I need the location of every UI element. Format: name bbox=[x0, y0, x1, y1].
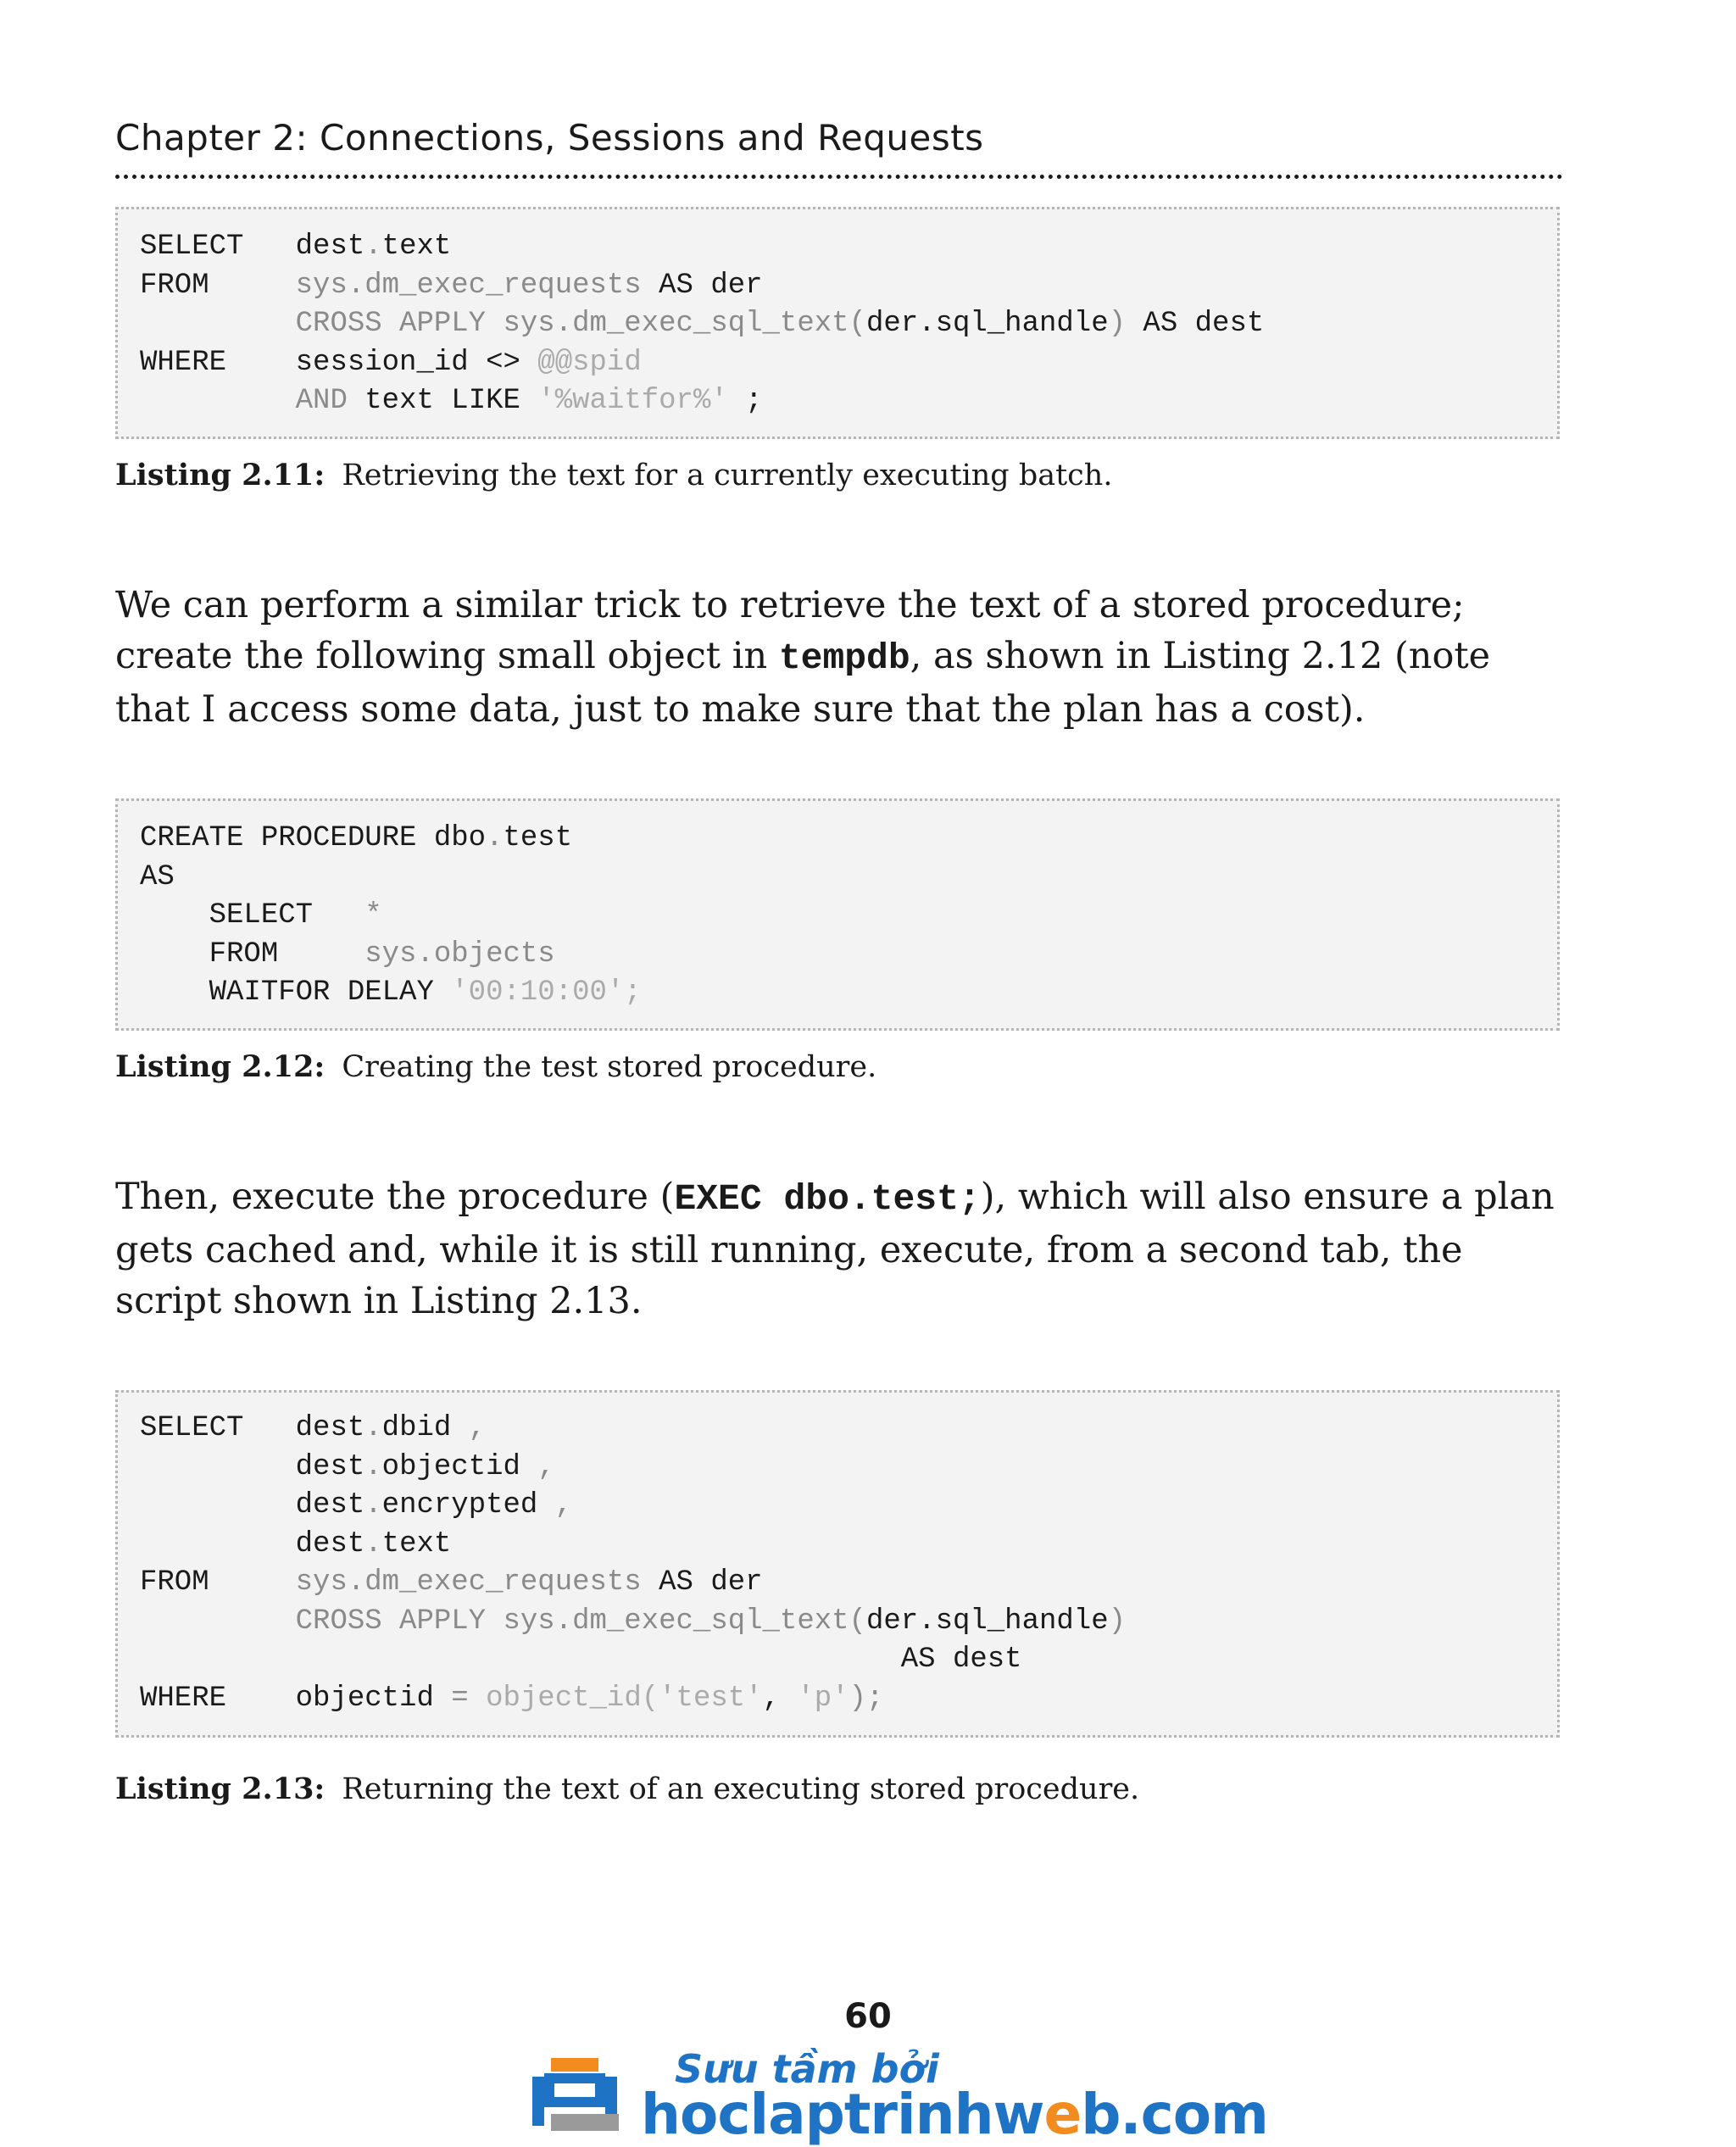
code-token: SELECT bbox=[140, 231, 296, 263]
code-token: AS bbox=[1143, 308, 1195, 340]
code-token: . bbox=[364, 1527, 382, 1560]
code-token: = bbox=[451, 1682, 487, 1715]
code-token: ) bbox=[1108, 308, 1143, 340]
caption-listing-2-11 bbox=[115, 458, 1112, 492]
caption-label: Listing 2.12: bbox=[115, 1049, 326, 1084]
code-token: sys.objects bbox=[364, 937, 555, 971]
code-token: dest bbox=[295, 1412, 365, 1444]
code-token: <> bbox=[486, 346, 538, 379]
code-token: dbo bbox=[433, 822, 487, 854]
paragraph-text: Then, execute the procedure ( bbox=[115, 1176, 675, 1218]
code-token: 'test' bbox=[659, 1682, 763, 1715]
code-token: 'p' bbox=[797, 1682, 849, 1715]
code-token: CROSS APPLY sys.dm_exec_sql_text( bbox=[295, 308, 866, 340]
code-token bbox=[140, 308, 296, 340]
code-token: der.sql_handle bbox=[865, 1605, 1109, 1638]
watermark-text: b.com bbox=[1081, 2082, 1268, 2147]
code-listing-2-13 bbox=[140, 1410, 1126, 1718]
watermark-text-accent: e bbox=[1043, 2082, 1082, 2147]
code-listing-2-11 bbox=[140, 228, 1264, 421]
code-token bbox=[140, 385, 296, 417]
code-listing-2-12 bbox=[140, 820, 642, 1013]
code-token: object_id( bbox=[486, 1682, 659, 1715]
code-token: LIKE bbox=[451, 385, 538, 417]
paragraph-text: , as shown in Listing 2.12 (note that I access some data, just to make sure that the plan has a cost). bbox=[115, 635, 1491, 731]
code-token: objectid bbox=[381, 1450, 538, 1483]
caption-text: Returning the text of an executing stored procedure. bbox=[342, 1772, 1140, 1806]
page-number: 60 bbox=[844, 1997, 892, 2036]
code-token bbox=[140, 1644, 901, 1676]
code-token: dbid bbox=[381, 1412, 469, 1444]
code-block-listing-2-12 bbox=[115, 798, 1560, 1031]
code-token bbox=[140, 1489, 296, 1521]
caption-listing-2-12 bbox=[115, 1049, 876, 1084]
code-token bbox=[140, 1451, 296, 1483]
code-token: , bbox=[762, 1682, 798, 1715]
code-token: AS bbox=[900, 1644, 953, 1676]
code-token: WAITFOR DELAY bbox=[140, 976, 452, 1009]
code-token: ) bbox=[1108, 1605, 1127, 1638]
header-divider bbox=[115, 175, 1563, 179]
watermark-site-name bbox=[641, 2082, 1268, 2147]
code-token: WHERE bbox=[140, 346, 296, 379]
code-token: AS bbox=[659, 269, 711, 302]
code-token: FROM bbox=[140, 269, 296, 302]
code-token: text bbox=[381, 231, 452, 263]
code-token: . bbox=[364, 1412, 382, 1444]
code-token: , bbox=[554, 1489, 573, 1521]
caption-label: Listing 2.11: bbox=[115, 458, 326, 492]
code-token: FROM bbox=[140, 937, 365, 971]
watermark bbox=[532, 2046, 1268, 2147]
code-token: ; bbox=[727, 385, 763, 417]
code-token: FROM bbox=[140, 1566, 296, 1599]
inline-code-exec: EXEC dbo.test; bbox=[674, 1178, 981, 1220]
paragraph-execute-procedure bbox=[115, 1171, 1573, 1327]
code-token: WHERE bbox=[140, 1682, 296, 1715]
code-token: sys.dm_exec_requests bbox=[295, 269, 659, 302]
code-token: session_id bbox=[295, 346, 487, 379]
code-token: encrypted bbox=[381, 1489, 555, 1521]
code-token: . bbox=[364, 1489, 382, 1521]
code-token: . bbox=[364, 231, 382, 263]
caption-text: Creating the test stored procedure. bbox=[342, 1050, 877, 1084]
code-token: der bbox=[710, 1566, 763, 1599]
watermark-caption: Sưu tầm bởi bbox=[675, 2046, 939, 2092]
code-token: dest bbox=[1194, 308, 1265, 340]
code-token: . bbox=[486, 822, 504, 854]
caption-listing-2-13 bbox=[115, 1772, 1139, 1806]
paragraph-stored-procedure-intro bbox=[115, 580, 1573, 735]
chapter-header: Chapter 2: Connections, Sessions and Requests bbox=[115, 117, 984, 159]
caption-label: Listing 2.13: bbox=[115, 1772, 326, 1806]
watermark-logo-icon bbox=[532, 2055, 627, 2139]
code-token bbox=[140, 1605, 296, 1638]
code-token: sys.dm_exec_requests bbox=[295, 1566, 659, 1599]
code-token: dest bbox=[295, 1450, 365, 1483]
code-token bbox=[140, 1528, 296, 1560]
code-token: '%waitfor%' bbox=[537, 385, 728, 417]
code-token: '00:10:00'; bbox=[451, 976, 642, 1009]
code-token: CROSS APPLY sys.dm_exec_sql_text( bbox=[295, 1605, 866, 1638]
code-token: dest bbox=[952, 1644, 1022, 1676]
code-token: test bbox=[503, 822, 573, 854]
code-token: dest bbox=[295, 1527, 365, 1560]
code-block-listing-2-13 bbox=[115, 1390, 1560, 1738]
code-token: AS bbox=[659, 1566, 711, 1599]
code-token: , bbox=[468, 1412, 487, 1444]
code-token: dest bbox=[295, 231, 365, 263]
inline-code-tempdb: tempdb bbox=[778, 637, 910, 679]
code-token: AND bbox=[295, 385, 365, 417]
code-token: CREATE PROCEDURE bbox=[140, 822, 434, 854]
code-token: AS bbox=[140, 860, 175, 893]
code-token: objectid bbox=[295, 1682, 452, 1715]
paragraph-text: We can perform a similar trick to retrieve the text of a stored procedure; create the following small object in bbox=[115, 584, 1465, 677]
code-token: dest bbox=[295, 1489, 365, 1521]
caption-text: Retrieving the text for a currently executing batch. bbox=[342, 459, 1113, 492]
code-token: der.sql_handle bbox=[865, 308, 1109, 340]
code-token: text bbox=[381, 1527, 452, 1560]
code-block-listing-2-11 bbox=[115, 207, 1560, 439]
watermark-text: hoclaptrinhw bbox=[641, 2082, 1044, 2147]
code-token: text bbox=[364, 385, 452, 417]
paragraph-text: ), which will also ensure a plan gets cached and, while it is still running, execute, from a second tab, the script shown in Listing 2.13. bbox=[115, 1176, 1555, 1322]
code-token: @@spid bbox=[537, 346, 642, 379]
code-token: , bbox=[537, 1450, 555, 1483]
code-token: der bbox=[710, 269, 763, 302]
code-token: . bbox=[364, 1450, 382, 1483]
code-token: SELECT bbox=[140, 899, 365, 932]
code-token: * bbox=[364, 899, 382, 932]
code-token: SELECT bbox=[140, 1412, 296, 1444]
code-token: ); bbox=[849, 1682, 884, 1715]
